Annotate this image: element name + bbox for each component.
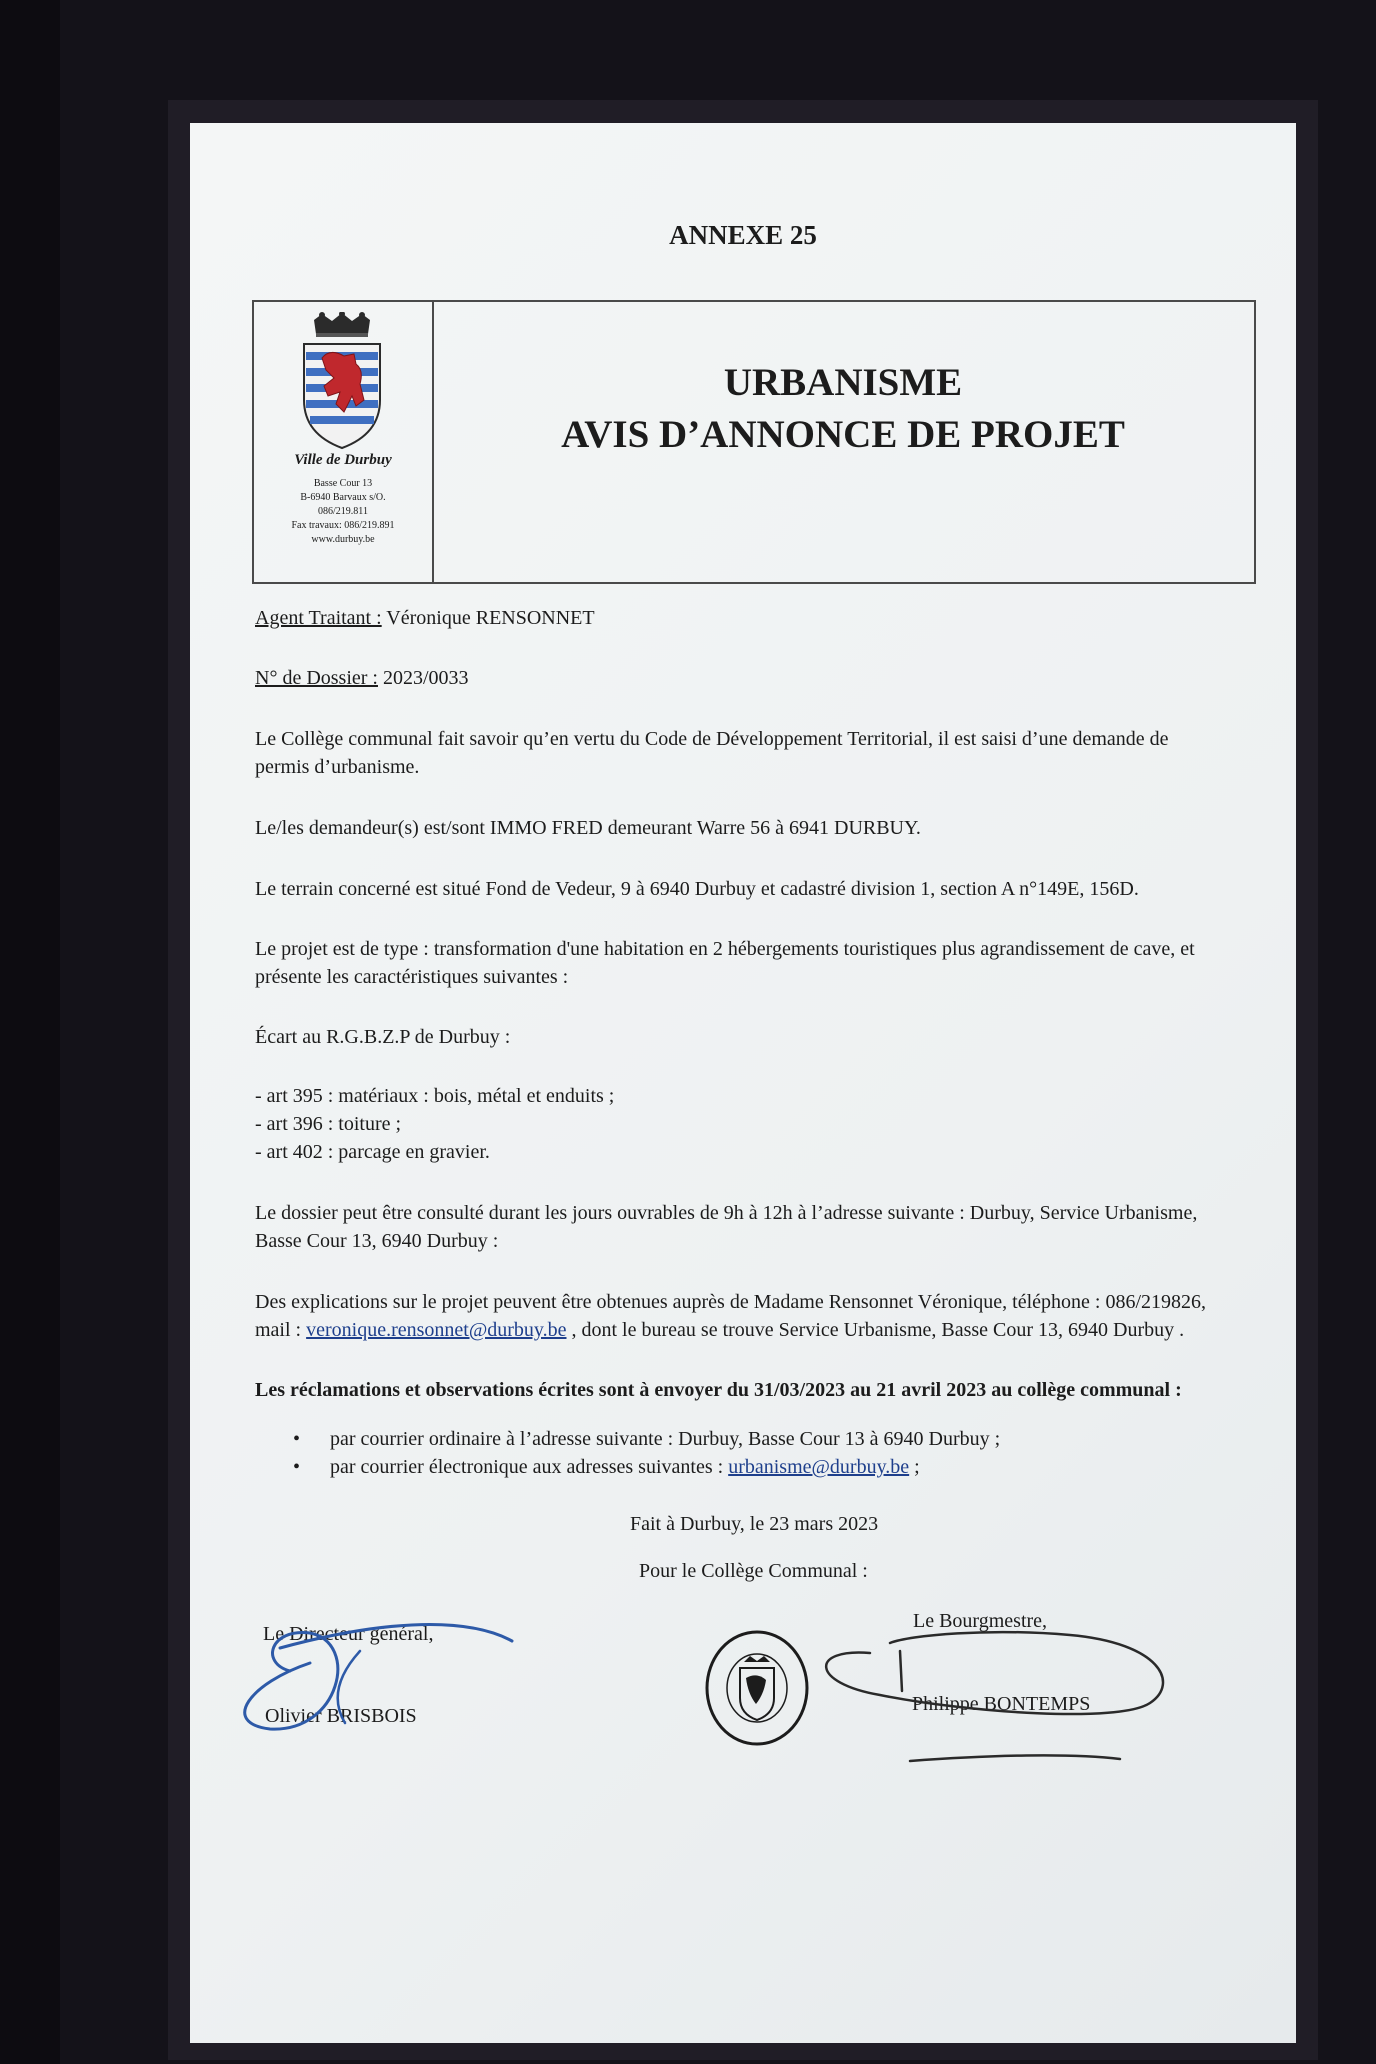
municipality-block bbox=[254, 302, 434, 582]
annexe-heading: ANNEXE 25 bbox=[669, 220, 817, 250]
title-urbanisme: URBANISME bbox=[723, 361, 963, 404]
directeur-title: Le Directeur général, bbox=[263, 1623, 434, 1645]
address-line: Basse Cour 13 bbox=[313, 478, 373, 489]
article-396: - art 396 : toiture ; bbox=[255, 1113, 402, 1135]
email-link-rensonnet[interactable]: veronique.rensonnet@durbuy.be bbox=[306, 1319, 567, 1341]
office-location: , dont le bureau se trouve Service Urbanisme, Basse Cour 13, 6940 Durbuy . bbox=[566, 1319, 1185, 1341]
address-line: 086/219.811 bbox=[318, 506, 368, 517]
bullet-courrier-ordinaire: par courrier ordinaire à l’adresse suivante : Durbuy, Basse Cour 13 à 6940 Durbuy ; bbox=[330, 1428, 1001, 1450]
directeur-name: Olivier BRISBOIS bbox=[265, 1705, 417, 1727]
college-paragraph-line1: Le Collège communal fait savoir qu’en vertu du Code de Développement Territorial, il est saisi d’une demande de bbox=[255, 728, 1169, 750]
address-line: B-6940 Barvaux s/O. bbox=[300, 492, 386, 503]
agent-value: Véronique RENSONNET bbox=[381, 607, 595, 629]
projet-paragraph-line1: Le projet est de type : transformation d'une habitation en 2 hébergements touristiques plus agrandissement de cave, et bbox=[255, 938, 1195, 960]
bourgmestre-name: Philippe BONTEMPS bbox=[912, 1693, 1091, 1715]
bullet-email-suffix: ; bbox=[909, 1456, 920, 1478]
projet-paragraph-line2: présente les caractéristiques suivantes : bbox=[255, 966, 569, 988]
article-402: - art 402 : parcage en gravier. bbox=[255, 1141, 490, 1163]
dossier-value: 2023/0033 bbox=[377, 667, 469, 689]
notice-document bbox=[190, 123, 1296, 2043]
bullet-dot: • bbox=[293, 1428, 301, 1450]
municipality-name: Ville de Durbuy bbox=[294, 452, 392, 468]
consultation-paragraph-line2: Basse Cour 13, 6940 Durbuy : bbox=[255, 1230, 499, 1252]
college-paragraph-line2: permis d’urbanisme. bbox=[255, 756, 420, 778]
agent-label: Agent Traitant : bbox=[255, 607, 382, 629]
bullet-dot: • bbox=[293, 1456, 301, 1478]
reclamations-heading: Les réclamations et observations écrites sont à envoyer du 31/03/2023 au 21 avril 2023 au collège communal : bbox=[255, 1379, 1182, 1401]
email-link-urbanisme[interactable]: urbanisme@durbuy.be bbox=[728, 1456, 910, 1478]
explications-paragraph-line1: Des explications sur le projet peuvent être obtenues auprès de Madame Rensonnet Véronique, téléphone : 086/219826, bbox=[255, 1291, 1207, 1313]
explications-paragraph-line2 bbox=[255, 1319, 1184, 1342]
bullet-email-prefix: par courrier électronique aux adresses suivantes : bbox=[330, 1456, 729, 1478]
address-line: Fax travaux: 086/219.891 bbox=[291, 520, 395, 531]
title-avis: AVIS D’ANNONCE DE PROJET bbox=[561, 413, 1125, 456]
pour-le-college: Pour le Collège Communal : bbox=[639, 1560, 868, 1582]
address-line: www.durbuy.be bbox=[311, 534, 375, 545]
agent-line bbox=[255, 607, 595, 630]
fait-a-durbuy: Fait à Durbuy, le 23 mars 2023 bbox=[630, 1513, 879, 1535]
mail-prefix: mail : bbox=[255, 1319, 307, 1341]
display-frame-left bbox=[0, 0, 60, 2064]
bourgmestre-title: Le Bourgmestre, bbox=[913, 1610, 1048, 1632]
article-395: - art 395 : matériaux : bois, métal et enduits ; bbox=[255, 1085, 615, 1107]
terrain-paragraph: Le terrain concerné est situé Fond de Vedeur, 9 à 6940 Durbuy et cadastré division 1, section A n°149E, 156D. bbox=[255, 878, 1139, 900]
demandeur-paragraph: Le/les demandeur(s) est/sont IMMO FRED demeurant Warre 56 à 6941 DURBUY. bbox=[255, 817, 921, 839]
dossier-line bbox=[255, 667, 469, 690]
ecart-heading: Écart au R.G.B.Z.P de Durbuy : bbox=[255, 1026, 511, 1048]
header-box bbox=[252, 300, 1256, 584]
bullet-courrier-electronique bbox=[330, 1456, 920, 1479]
dossier-label: N° de Dossier : bbox=[255, 667, 378, 689]
municipal-seal-icon bbox=[702, 1628, 812, 1748]
coat-of-arms-icon bbox=[300, 312, 384, 450]
consultation-paragraph-line1: Le dossier peut être consulté durant les jours ouvrables de 9h à 12h à l’adresse suivante : Durbuy, Service Urbanisme, bbox=[255, 1202, 1198, 1224]
